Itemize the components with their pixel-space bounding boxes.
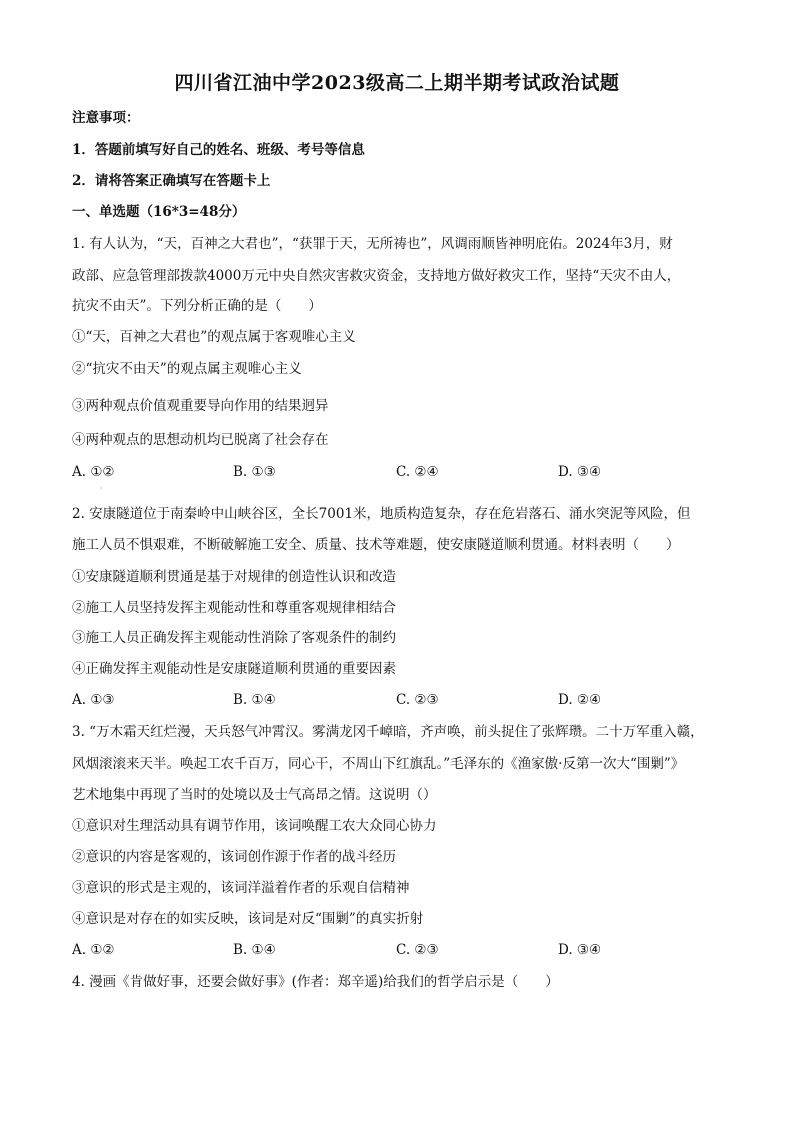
q1-stem-line-3: 抗灾不由天”。下列分析正确的是（ ） bbox=[72, 298, 322, 314]
q1-option-c[interactable]: C. ②④ bbox=[396, 464, 439, 480]
q2-option-b[interactable]: B. ①④ bbox=[233, 692, 276, 708]
notice-item-2: 2．请将答案正确填写在答题卡上 bbox=[72, 173, 271, 189]
q3-option-c[interactable]: C. ②③ bbox=[396, 942, 439, 958]
q1-option-b[interactable]: B. ①③ bbox=[233, 464, 276, 480]
q3-statement-2: ②意识的内容是客观的，该词创作源于作者的战斗经历 bbox=[72, 849, 396, 865]
q3-statement-3: ③意识的形式是主观的，该词洋溢着作者的乐观自信精神 bbox=[72, 880, 410, 896]
q2-statement-2: ②施工人员坚持发挥主观能动性和尊重客观规律相结合 bbox=[72, 600, 396, 616]
q1-statement-3: ③两种观点价值观重要导向作用的结果迥异 bbox=[72, 398, 329, 414]
q2-stem-line-2: 施工人员不惧艰难，不断破解施工安全、质量、技术等难题，使安康隧道顺利贯通。材料表明（ ） bbox=[72, 537, 680, 553]
q1-statement-2: ②“抗灾不由天”的观点属主观唯心主义 bbox=[72, 361, 302, 377]
q2-option-d[interactable]: D. ②④ bbox=[558, 692, 602, 708]
q2-statement-3: ③施工人员正确发挥主观能动性消除了客观条件的制约 bbox=[72, 630, 396, 646]
q2-stem-line-1: 2. 安康隧道位于南秦岭中山峡谷区，全长7001米，地质构造复杂，存在危岩落石、涌水突泥等风险，但 bbox=[72, 506, 691, 522]
q3-option-b[interactable]: B. ①④ bbox=[233, 942, 276, 958]
q2-statement-4: ④正确发挥主观能动性是安康隧道顺利贯通的重要因素 bbox=[72, 661, 396, 677]
q1-option-d[interactable]: D. ③④ bbox=[558, 464, 602, 480]
q3-option-a[interactable]: A. ①② bbox=[72, 942, 115, 958]
q1-stem-line-1: 1. 有人认为，“天，百神之大君也”，“获罪于天，无所祷也”，风调雨顺皆神明庇佑。2024年3月，财 bbox=[72, 236, 673, 252]
notice-item-1: 1．答题前填写好自己的姓名、班级、考号等信息 bbox=[72, 142, 365, 158]
notice-heading: 注意事项： bbox=[72, 110, 140, 126]
q1-stem-line-2: 政部、应急管理部拨款4000万元中央自然灾害救灾资金，支持地方做好救灾工作，坚持“天灾不由人， bbox=[72, 268, 681, 284]
q2-statement-1: ①安康隧道顺利贯通是基于对规律的创造性认识和改造 bbox=[72, 569, 396, 585]
page-title: 四川省江油中学2023级高二上期半期考试政治试题 bbox=[174, 72, 620, 94]
q4-stem-line-1: 4. 漫画《肯做好事，还要会做好事》(作者：郑辛遥)给我们的哲学启示是（ ） bbox=[72, 974, 559, 990]
q3-stem-line-1: 3. “万木霜天红烂漫，天兵怒气冲霄汉。雾满龙冈千嶂暗，齐声唤，前头捉住了张辉瓒。二十万军重入赣， bbox=[72, 724, 704, 740]
q3-stem-line-3: 艺术地集中再现了当时的处境以及士气高昂之情。这说明（） bbox=[72, 787, 437, 803]
stray-mark: · bbox=[100, 484, 103, 493]
q1-option-a[interactable]: A. ①② bbox=[72, 464, 115, 480]
section-heading: 一、单选题（16*3=48分） bbox=[72, 204, 246, 220]
q2-option-c[interactable]: C. ②③ bbox=[396, 692, 439, 708]
q2-option-a[interactable]: A. ①③ bbox=[72, 692, 115, 708]
q3-statement-4: ④意识是对存在的如实反映，该词是对反“围剿”的真实折射 bbox=[72, 911, 424, 927]
q1-statement-4: ④两种观点的思想动机均已脱离了社会存在 bbox=[72, 432, 329, 448]
q3-option-d[interactable]: D. ③④ bbox=[558, 942, 602, 958]
q3-stem-line-2: 风烟滚滚来天半。唤起工农千百万，同心干，不周山下红旗乱。”毛泽东的《渔家傲·反第一次大“围剿”》 bbox=[72, 756, 685, 772]
q3-statement-1: ①意识对生理活动具有调节作用，该词唤醒工农大众同心协力 bbox=[72, 818, 437, 834]
q1-statement-1: ①“天，百神之大君也”的观点属于客观唯心主义 bbox=[72, 329, 356, 345]
